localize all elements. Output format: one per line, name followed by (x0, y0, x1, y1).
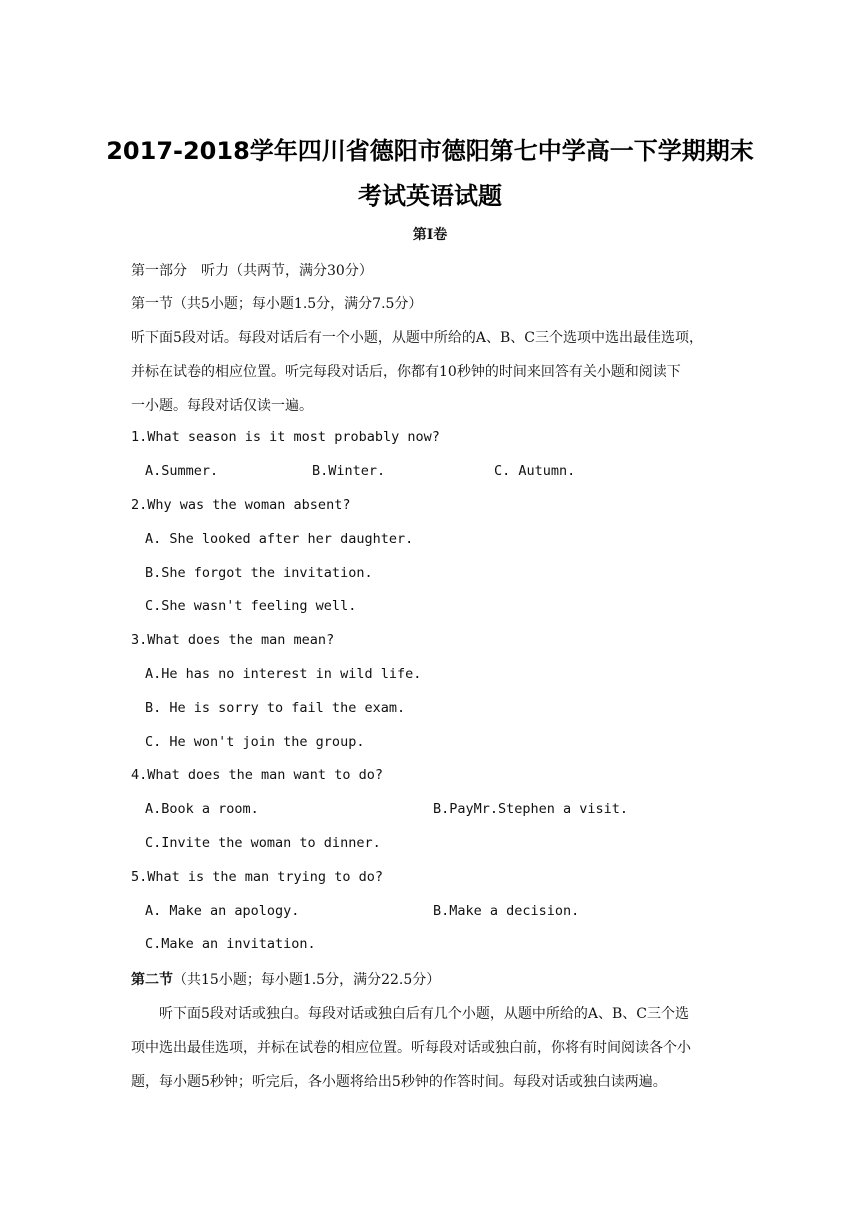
question-3: 3.What does the man mean? (131, 632, 335, 648)
exam-title-line1: 2017-2018学年四川省德阳市德阳第七中学高一下学期期末 (106, 137, 754, 165)
section2-label: 第二节 (131, 972, 173, 988)
instruction-line: 一小题。每段对话仅读一遍。 (131, 398, 313, 414)
option-5c: C.Make an invitation. (145, 936, 316, 952)
question-2: 2.Why was the woman absent? (131, 497, 351, 513)
section2-heading (131, 969, 440, 989)
option-5a: A. Make an apology. (145, 903, 300, 919)
option-1c: C. Autumn. (494, 463, 576, 479)
part1-heading: 第一部分 听力（共两节，满分30分） (131, 263, 373, 279)
option-1b: B.Winter. (312, 463, 386, 479)
option-4a: A.Book a room. (145, 801, 259, 817)
option-4c: C.Invite the woman to dinner. (145, 835, 381, 851)
instruction-line: 听下面5段对话或独白。每段对话或独白后有几个小题，从题中所给的A、B、C三个选 (159, 1006, 690, 1022)
section1-heading: 第一节（共5小题；每小题1.5分，满分7.5分） (131, 296, 423, 312)
option-1a: A.Summer. (145, 463, 219, 479)
option-2a: A. She looked after her daughter. (145, 531, 414, 547)
option-4b: B.PayMr.Stephen a visit. (433, 801, 629, 817)
question-4: 4.What does the man want to do? (131, 767, 383, 783)
option-3c: C. He won't join the group. (145, 734, 365, 750)
instruction-line: 并标在试卷的相应位置。听完每段对话后，你都有10秒钟的时间来回答有关小题和阅读下 (131, 364, 681, 380)
instruction-line: 听下面5段对话。每段对话后有一个小题，从题中所给的A、B、C三个选项中选出最佳选项， (131, 330, 704, 346)
option-5b: B.Make a decision. (433, 903, 580, 919)
option-3a: A.He has no interest in wild life. (145, 666, 422, 682)
section2-detail: （共15小题；每小题1.5分，满分22.5分） (173, 972, 441, 988)
instruction-line: 项中选出最佳选项，并标在试卷的相应位置。听每段对话或独白前，你将有时间阅读各个小 (131, 1040, 691, 1056)
option-3b: B. He is sorry to fail the exam. (145, 700, 406, 716)
volume-heading: 第Ⅰ卷 (412, 227, 448, 243)
option-2c: C.She wasn't feeling well. (145, 598, 357, 614)
exam-title-line2: 考试英语试题 (358, 182, 502, 210)
instruction-line: 题，每小题5秒钟；听完后，各小题将给出5秒钟的作答时间。每段对话或独白读两遍。 (131, 1074, 667, 1090)
option-2b: B.She forgot the invitation. (145, 565, 373, 581)
question-1: 1.What season is it most probably now? (131, 429, 440, 445)
question-5: 5.What is the man trying to do? (131, 869, 383, 885)
